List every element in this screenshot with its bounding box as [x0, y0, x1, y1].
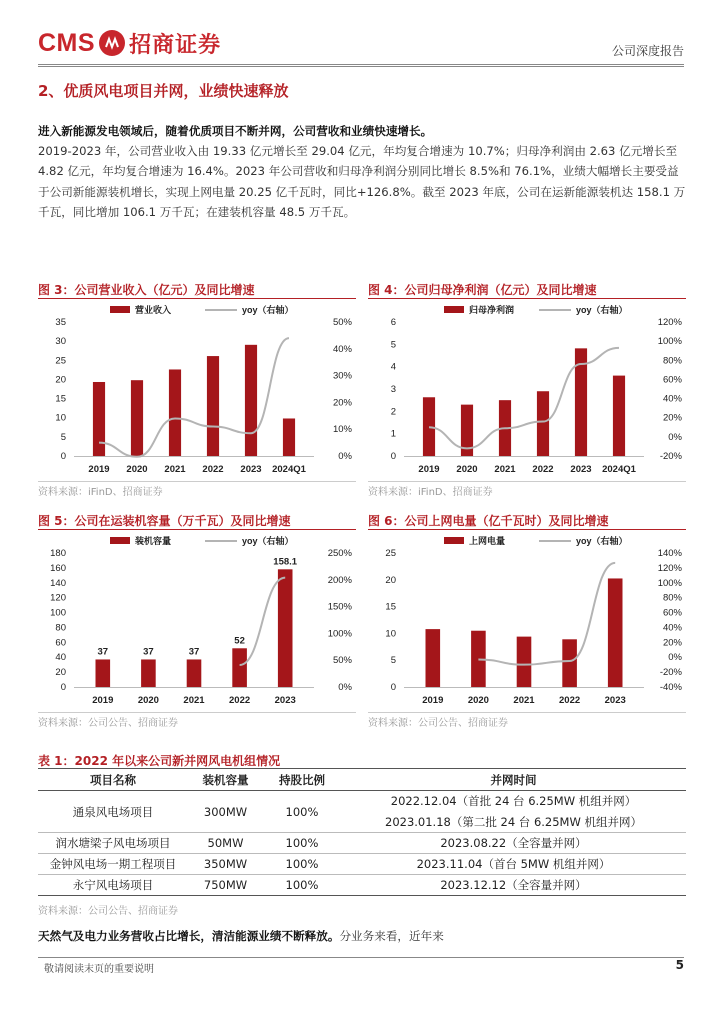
report-type: 公司深度报告	[611, 44, 684, 58]
bar-data-label: 37	[188, 646, 200, 658]
fig4-source: 资料来源：iFinD、招商证券	[368, 487, 493, 498]
right-axis-tick: 100%	[327, 628, 352, 640]
table-row	[38, 875, 686, 896]
legend-line-label: yoy（右轴）	[242, 305, 294, 315]
fig4-chart-svg	[368, 300, 686, 480]
chart-bar	[278, 569, 293, 687]
fig5-chart-svg	[38, 531, 356, 711]
chart-bar	[169, 369, 181, 456]
fig6-source: 资料来源：公司公告、招商证券	[368, 718, 508, 729]
fig6-title: 图 6：公司上网电量（亿千瓦时）及同比增速	[368, 514, 609, 528]
intro-body: 2019-2023 年，公司营业收入由 19.33 亿元增长至 29.04 亿元，年均复合增速为 10.7%；归母净利润由 2.63 亿元增长至 4.82 亿元，年均复合增速为 16.4%。2023 年公司营收和归母净利润分别同比增长 8.5%和 76.1%，业绩大幅增长主要受益于公司新能源装机增长，实现上网电量 20.25 亿千瓦时，同比+126.8%。截至 2023 年底，公司在运新能源装机达 158.1 万千瓦，同比增加 106.1 万千瓦；在建装机容量 48.5 万千瓦。	[38, 144, 686, 219]
right-axis-tick: 150%	[327, 601, 352, 613]
chart-bar	[608, 578, 623, 687]
closing-lead: 天然气及电力业务营收占比增长，清洁能源业绩不断释放。	[38, 929, 340, 943]
x-axis-tick: 2019	[88, 464, 110, 475]
chart-bar	[283, 418, 295, 456]
right-axis-tick: 0%	[668, 652, 682, 664]
x-axis-tick: 2022	[532, 464, 554, 475]
table-cell-capacity: 750MW	[188, 875, 263, 896]
x-axis-tick: 2021	[494, 464, 516, 475]
yoy-line	[99, 338, 289, 457]
left-axis-tick: 6	[390, 317, 396, 328]
table-cell-time: 2023.11.04（首台 5MW 机组并网）	[341, 854, 686, 875]
fig3-source: 资料来源：iFinD、招商证券	[38, 487, 163, 498]
left-axis-tick: 160	[50, 562, 66, 574]
fig6-title-rule	[368, 529, 686, 530]
fig4-title: 图 4：公司归母净利润（亿元）及同比增速	[368, 283, 597, 297]
chart-bar	[207, 356, 219, 456]
right-axis-tick: -40%	[659, 682, 682, 693]
fig3-bottom-rule	[38, 481, 356, 482]
intro-paragraph	[38, 121, 686, 222]
table-row	[38, 854, 686, 875]
x-axis-tick: 2023	[604, 695, 626, 706]
chart-bar	[131, 380, 143, 456]
fig5-chart	[38, 531, 356, 711]
yoy-line	[478, 563, 615, 665]
chart-bar	[141, 659, 156, 687]
x-axis-tick: 2020	[126, 464, 148, 475]
x-axis-tick: 2023	[570, 464, 592, 475]
header-divider-2	[38, 66, 684, 67]
right-axis-tick: 20%	[332, 397, 352, 409]
table-row	[38, 833, 686, 854]
right-axis-tick: 100%	[657, 336, 682, 348]
left-axis-tick: 5	[390, 339, 396, 351]
fig4-title-rule	[368, 298, 686, 299]
chart-bar	[537, 391, 549, 456]
chart-bar	[613, 376, 625, 456]
left-axis-tick: 140	[50, 577, 66, 589]
left-axis-tick: 120	[50, 592, 66, 604]
legend-bar-label: 归母净利润	[469, 305, 515, 315]
left-axis-tick: 1	[390, 428, 396, 440]
footer-divider	[38, 957, 684, 958]
left-axis-tick: 30	[55, 336, 66, 348]
left-axis-tick: 180	[50, 548, 66, 559]
x-axis-tick: 2019	[92, 695, 114, 706]
bar-data-label: 37	[97, 646, 109, 658]
x-axis-tick: 2020	[456, 464, 478, 475]
legend-bar-label: 装机容量	[135, 536, 172, 546]
left-axis-tick: 60	[55, 637, 66, 649]
table-cell-share: 100%	[263, 833, 341, 854]
fig5-title: 图 5：公司在运装机容量（万千瓦）及同比增速	[38, 514, 291, 528]
x-axis-tick: 2020	[467, 695, 489, 706]
legend-bar-swatch	[110, 306, 130, 313]
table-cell-share: 100%	[263, 791, 341, 833]
table-cell-time: 2022.12.04（首批 24 台 6.25MW 机组并网）	[390, 794, 637, 809]
left-axis-tick: 35	[55, 317, 66, 328]
table-cell-time: 2023.08.22（全容量并网）	[341, 833, 686, 854]
legend-line-label: yoy（右轴）	[242, 536, 294, 546]
page-number: 5	[675, 958, 684, 972]
left-axis-tick: 5	[390, 655, 396, 667]
chart-bar	[426, 629, 441, 687]
legend-bar-label: 营业收入	[135, 305, 172, 315]
fig3-title-rule	[38, 298, 356, 299]
table-cell-capacity: 300MW	[188, 791, 263, 833]
x-axis-tick: 2019	[418, 464, 440, 475]
logo-text: CMS	[38, 28, 96, 57]
right-axis-tick: 80%	[662, 592, 682, 604]
table-cell-project: 永宁风电场项目	[38, 875, 188, 896]
table-cell-project: 金钟风电场一期工程项目	[38, 854, 188, 875]
x-axis-tick: 2023	[274, 695, 296, 706]
left-axis-tick: 5	[60, 431, 66, 443]
left-axis-tick: 100	[50, 607, 66, 619]
table-cell-share: 100%	[263, 854, 341, 875]
x-axis-tick: 2024Q1	[272, 464, 306, 475]
left-axis-tick: 25	[55, 355, 66, 367]
right-axis-tick: 200%	[327, 574, 352, 586]
fig6-chart-svg	[368, 531, 686, 711]
fig5-title-rule	[38, 529, 356, 530]
closing-rest: 分业务来看，近年来	[339, 929, 444, 943]
right-axis-tick: -20%	[659, 667, 682, 679]
table-header-row	[38, 769, 686, 791]
header-divider	[38, 64, 684, 65]
left-axis-tick: 15	[385, 601, 396, 613]
table-title: 表 1：2022 年以来公司新并网风电机组情况	[38, 754, 281, 768]
logo-seal-icon	[99, 30, 125, 56]
fig3-chart-svg	[38, 300, 356, 480]
right-axis-tick: 250%	[327, 548, 352, 559]
left-axis-tick: 0	[390, 451, 396, 462]
right-axis-tick: 10%	[332, 424, 352, 436]
yoy-line	[429, 348, 619, 448]
chart-bar	[245, 345, 257, 456]
right-axis-tick: 60%	[662, 374, 682, 386]
right-axis-tick: 20%	[662, 412, 682, 424]
left-axis-tick: 20	[55, 374, 66, 386]
left-axis-tick: 2	[390, 406, 396, 418]
legend-line-label: yoy（右轴）	[576, 305, 628, 315]
table-source: 资料来源：公司公告、招商证券	[38, 906, 178, 917]
left-axis-tick: 3	[390, 384, 396, 395]
chart-bar	[562, 639, 577, 687]
left-axis-tick: 0	[60, 682, 66, 693]
right-axis-tick: -20%	[659, 451, 682, 462]
legend-bar-swatch	[110, 537, 130, 544]
right-axis-tick: 50%	[332, 655, 352, 667]
fig3-chart	[38, 300, 356, 480]
x-axis-tick: 2024Q1	[602, 464, 636, 475]
table-cell-time: 2023.01.18（第二批 24 台 6.25MW 机组并网）	[341, 812, 686, 833]
right-axis-tick: 0%	[338, 451, 352, 462]
left-axis-tick: 0	[60, 451, 66, 462]
left-axis-tick: 80	[55, 622, 66, 634]
grid-connection-table	[38, 768, 686, 896]
left-axis-tick: 25	[385, 548, 396, 559]
table-cell-project: 通泉风电场项目	[38, 791, 188, 833]
fig4-chart	[368, 300, 686, 480]
table-header: 装机容量	[188, 769, 263, 791]
fig4-bottom-rule	[368, 481, 686, 482]
chart-bar	[232, 648, 247, 687]
left-axis-tick: 40	[55, 652, 66, 664]
table-header: 持股比例	[263, 769, 341, 791]
right-axis-tick: 40%	[332, 343, 352, 355]
table-header: 项目名称	[38, 769, 188, 791]
fig6-bottom-rule	[368, 712, 686, 713]
right-axis-tick: 40%	[662, 622, 682, 634]
closing-paragraph	[38, 928, 444, 944]
x-axis-tick: 2022	[229, 695, 251, 706]
x-axis-tick: 2022	[559, 695, 581, 706]
footer-disclaimer: 敬请阅读末页的重要说明	[44, 964, 154, 975]
right-axis-tick: 100%	[657, 577, 682, 589]
x-axis-tick: 2021	[164, 464, 186, 475]
legend-line-label: yoy（右轴）	[576, 536, 628, 546]
company-logo	[38, 28, 221, 58]
x-axis-tick: 2021	[183, 695, 205, 706]
fig5-bottom-rule	[38, 712, 356, 713]
legend-bar-swatch	[444, 306, 464, 313]
right-axis-tick: 0%	[668, 431, 682, 443]
table-cell-capacity: 50MW	[188, 833, 263, 854]
table-cell-capacity: 350MW	[188, 854, 263, 875]
left-axis-tick: 4	[390, 361, 396, 373]
bar-data-label: 37	[143, 646, 154, 658]
left-axis-tick: 10	[55, 412, 66, 424]
table-cell-time: 2023.12.12（全容量并网）	[341, 875, 686, 896]
fig3-title: 图 3：公司营业收入（亿元）及同比增速	[38, 283, 255, 297]
right-axis-tick: 140%	[657, 548, 682, 559]
fig6-chart	[368, 531, 686, 711]
chart-bar	[187, 659, 202, 687]
bar-data-label: 52	[234, 635, 245, 647]
chart-bar	[517, 637, 532, 687]
section-title: 2、优质风电项目并网，业绩快速释放	[38, 82, 289, 100]
right-axis-tick: 80%	[662, 355, 682, 367]
chart-bar	[96, 659, 111, 687]
left-axis-tick: 10	[385, 628, 396, 640]
logo-chinese-name: 招商证券	[129, 32, 222, 58]
left-axis-tick: 0	[390, 682, 396, 693]
right-axis-tick: 20%	[662, 637, 682, 649]
right-axis-tick: 0%	[338, 682, 352, 693]
x-axis-tick: 2021	[513, 695, 535, 706]
table-header: 并网时间	[341, 769, 686, 791]
right-axis-tick: 120%	[657, 317, 682, 328]
x-axis-tick: 2019	[422, 695, 444, 706]
table-cell-share: 100%	[263, 875, 341, 896]
right-axis-tick: 40%	[662, 393, 682, 405]
right-axis-tick: 30%	[332, 370, 352, 382]
x-axis-tick: 2020	[137, 695, 159, 706]
right-axis-tick: 120%	[657, 562, 682, 574]
bar-data-label: 158.1	[273, 556, 298, 568]
intro-lead: 进入新能源发电领域后，随着优质项目不断并网，公司营收和业绩快速增长。	[38, 124, 433, 138]
fig5-source: 资料来源：公司公告、招商证券	[38, 718, 178, 729]
left-axis-tick: 20	[385, 574, 396, 586]
right-axis-tick: 50%	[332, 317, 352, 328]
chart-bar	[93, 382, 105, 456]
x-axis-tick: 2023	[240, 464, 262, 475]
left-axis-tick: 20	[55, 667, 66, 679]
right-axis-tick: 60%	[662, 607, 682, 619]
table-row	[38, 791, 686, 812]
x-axis-tick: 2022	[202, 464, 224, 475]
table-cell-project: 润水塘梁子风电场项目	[38, 833, 188, 854]
legend-bar-label: 上网电量	[469, 536, 506, 546]
legend-bar-swatch	[444, 537, 464, 544]
left-axis-tick: 15	[55, 393, 66, 405]
